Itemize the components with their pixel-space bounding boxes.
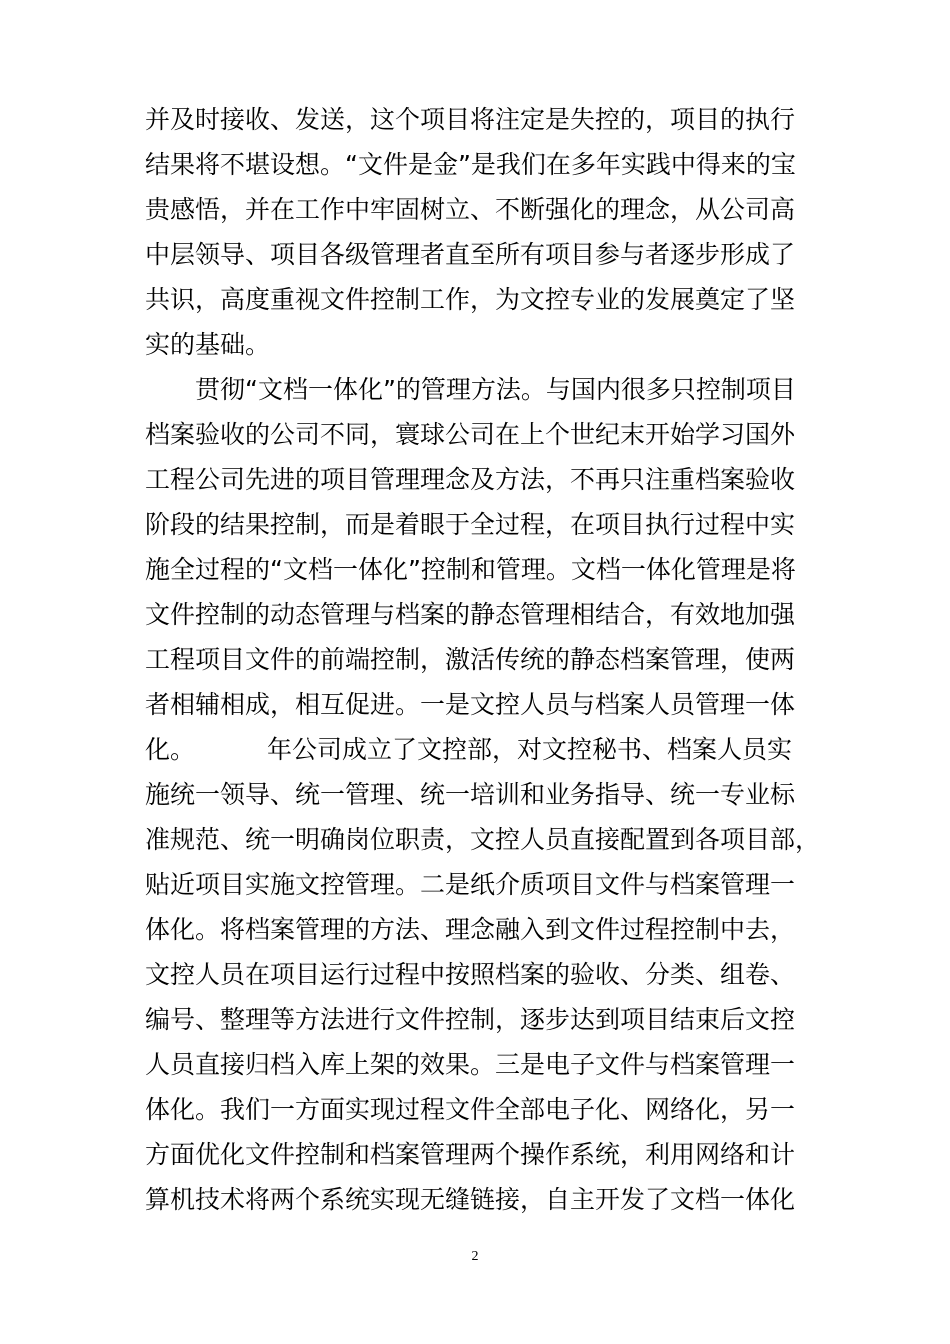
text-line: 并及时接收、发送，这个项目将注定是失控的，项目的执行 [145,105,796,134]
text-line: 文件控制的动态管理与档案的静态管理相结合，有效地加强 [145,600,796,629]
page-number: 2 [471,1249,479,1264]
text-line: 者相辅相成，相互促进。一是文控人员与档案人员管理一体 [145,690,796,719]
text-line: 文控人员在项目运行过程中按照档案的验收、分类、组卷、 [145,960,796,989]
text-line: 算机技术将两个系统实现无缝链接，自主开发了文档一体化 [145,1185,796,1214]
text-line: 施统一领导、统一管理、统一培训和业务指导、统一专业标 [145,780,796,809]
text-line [145,727,825,772]
text-line: 共识，高度重视文件控制工作，为文控专业的发展奠定了坚 [145,285,796,314]
text-line: 编号、整理等方法进行文件控制，逐步达到项目结束后文控 [145,1005,796,1034]
body-text [145,97,825,1222]
text-line: 结果将不堪设想。“文件是金”是我们在多年实践中得来的宝 [145,150,796,179]
text-line: 施全过程的“文档一体化”控制和管理。文档一体化管理是将 [145,555,796,584]
text-line: 工程项目文件的前端控制，激活传统的静态档案管理，使两 [145,645,796,674]
text-line: 方面优化文件控制和档案管理两个操作系统，利用网络和计 [145,1140,796,1169]
text-line: 体化。我们一方面实现过程文件全部电子化、网络化，另一 [145,1095,796,1124]
text-line: 中层领导、项目各级管理者直至所有项目参与者逐步形成了 [145,240,796,269]
text-segment: 化。 [145,735,196,764]
text-line: 阶段的结果控制，而是着眼于全过程，在项目执行过程中实 [145,510,796,539]
text-line: 档案验收的公司不同，寰球公司在上个世纪末开始学习国外 [145,420,796,449]
text-line: 贯彻“文档一体化”的管理方法。与国内很多只控制项目 [195,375,796,404]
text-line: 体化。将档案管理的方法、理念融入到文件过程控制中去， [145,915,796,944]
text-line: 准规范、统一明确岗位职责，文控人员直接配置到各项目部， [145,825,821,854]
text-line: 人员直接归档入库上架的效果。三是电子文件与档案管理一 [145,1050,796,1079]
text-segment: 年公司成立了文控部，对文控秘书、档案人员实 [267,735,793,764]
text-line: 实的基础。 [145,330,271,359]
text-line: 工程公司先进的项目管理理念及方法，不再只注重档案验收 [145,465,796,494]
text-line: 贵感悟，并在工作中牢固树立、不断强化的理念，从公司高 [145,195,796,224]
text-line: 贴近项目实施文控管理。二是纸介质项目文件与档案管理一 [145,870,796,899]
